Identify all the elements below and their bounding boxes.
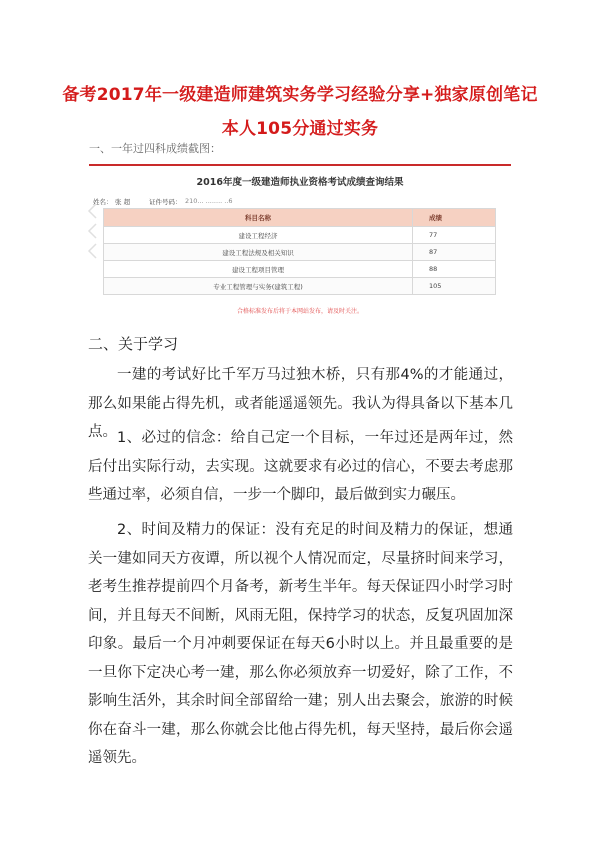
score-cell: 77 xyxy=(413,227,496,244)
subject-cell: 建设工程经济 xyxy=(104,227,413,244)
score-cell: 87 xyxy=(413,244,496,261)
subject-cell: 建设工程法规及相关知识 xyxy=(104,244,413,261)
id-value: 210... ........ ..6 xyxy=(185,197,233,205)
section2-title: 二、关于学习 xyxy=(88,335,179,353)
screenshot-heading: 2016年度一级建造师执业资格考试成绩查询结果 xyxy=(196,177,404,188)
score-table xyxy=(103,208,496,295)
name-label: 姓名： xyxy=(93,198,113,206)
column-header-score: 成绩 xyxy=(413,209,496,227)
score-screenshot xyxy=(89,158,511,318)
section1-caption: 一、一年过四科成绩截图： xyxy=(89,142,221,155)
candidate-info-bar xyxy=(89,194,511,208)
score-cell: 88 xyxy=(413,261,496,278)
subject-cell: 建设工程项目管理 xyxy=(104,261,413,278)
paragraph: 2、时间及精力的保证：没有充足的时间及精力的保证，想通关一建如同天方夜谭，所以视个人情况而定，尽量挤时间来学习，老考生推荐提前四个月备考，新考生半年。每天保证四小时学习时间，并且每天不间断，风雨无阻，保持学习的状态，反复巩固加深印象。最后一个月冲刺要保证在每天6小时以上。并且最重要的是一旦你下定决心考一建，那么你必须放弃一切爱好，除了工作，不影响生活外，其余时间全部留给一建；别人出去聚会，旅游的时候你在奋斗一建，那么你就会比他占得先机，每天坚持，最后你会遥遥领先。 xyxy=(88,522,513,766)
score-cell: 105 xyxy=(413,278,496,295)
document-title-line-1: 备考2017年一级建造师建筑实务学习经验分享+独家原创笔记 xyxy=(62,85,538,105)
name-value: 张 超 xyxy=(115,198,131,206)
screenshot-note: 合格标准发布后将于本网站发布，请及时关注。 xyxy=(236,308,363,315)
table-row xyxy=(104,278,496,295)
paragraph: 一建的考试好比千军万马过独木桥，只有那4%的才能通过，那么如果能占得先机，或者能遥遥领先。我认为得具备以下基本几点。 xyxy=(88,367,513,440)
table-row xyxy=(104,244,496,261)
table-row xyxy=(104,227,496,244)
watermark-mark-icon xyxy=(86,200,100,260)
screenshot-top-rule xyxy=(89,164,511,166)
id-label: 证件号码： xyxy=(149,198,182,206)
paragraph: 1、必过的信念：给自己定一个目标，一年过还是两年过，然后付出实际行动，去实现。这就要求有必过的信心，不要去考虑那些通过率，必须自信，一步一个脚印，最后做到实力碾压。 xyxy=(88,430,513,503)
subject-cell: 专业工程管理与实务(建筑工程) xyxy=(104,278,413,295)
document-title-line-2: 本人105分通过实务 xyxy=(221,119,379,139)
column-header-subject: 科目名称 xyxy=(104,209,413,227)
score-table-header xyxy=(104,209,496,227)
table-row xyxy=(104,261,496,278)
